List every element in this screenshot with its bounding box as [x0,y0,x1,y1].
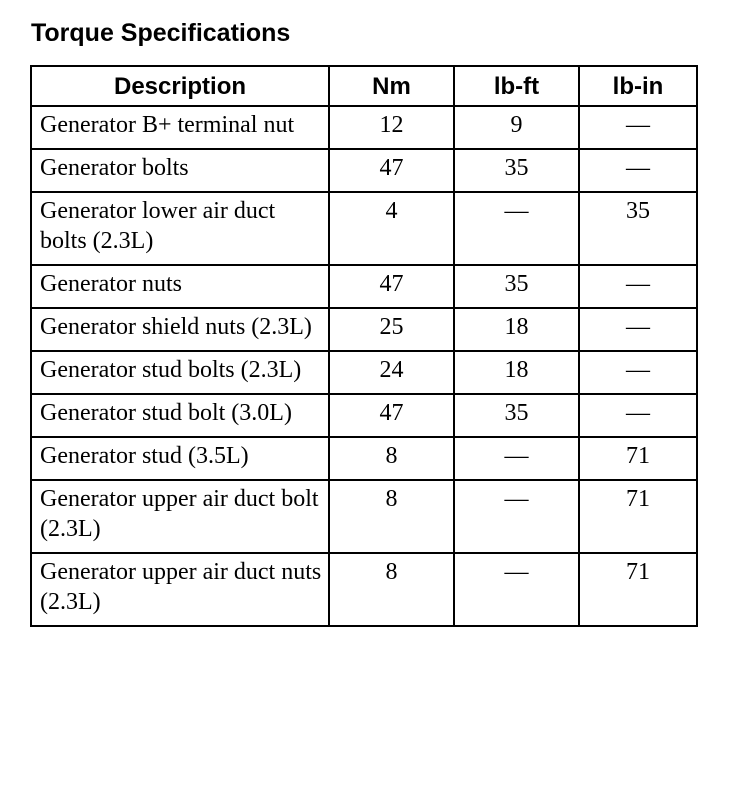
column-header-lb-in: lb-in [579,66,697,106]
cell-description: Generator shield nuts (2.3L) [31,308,329,351]
cell-nm: 8 [329,437,454,480]
cell-lb-ft: 35 [454,265,579,308]
page-title: Torque Specifications [31,19,291,47]
cell-lb-in: 35 [579,192,697,265]
cell-description: Generator stud bolts (2.3L) [31,351,329,394]
torque-spec-table [30,65,698,627]
cell-description: Generator bolts [31,149,329,192]
cell-description: Generator stud (3.5L) [31,437,329,480]
cell-lb-ft: 35 [454,394,579,437]
cell-nm: 8 [329,553,454,626]
table-row [31,308,697,351]
cell-description: Generator upper air duct bolt (2.3L) [31,480,329,553]
cell-lb-ft: 9 [454,106,579,149]
cell-description: Generator nuts [31,265,329,308]
cell-nm: 8 [329,480,454,553]
cell-lb-ft: — [454,437,579,480]
cell-lb-in: 71 [579,480,697,553]
cell-lb-in: — [579,394,697,437]
cell-lb-ft: 35 [454,149,579,192]
column-header-nm: Nm [329,66,454,106]
cell-lb-in: — [579,351,697,394]
cell-lb-ft: — [454,553,579,626]
cell-description: Generator B+ terminal nut [31,106,329,149]
cell-lb-in: 71 [579,553,697,626]
table-row [31,192,697,265]
table-row [31,480,697,553]
cell-nm: 47 [329,265,454,308]
cell-nm: 47 [329,394,454,437]
cell-lb-in: — [579,149,697,192]
cell-lb-in: 71 [579,437,697,480]
cell-lb-ft: — [454,480,579,553]
table-row [31,351,697,394]
table-row [31,149,697,192]
cell-description: Generator upper air duct nuts (2.3L) [31,553,329,626]
cell-nm: 47 [329,149,454,192]
cell-nm: 24 [329,351,454,394]
cell-nm: 25 [329,308,454,351]
column-header-description: Description [31,66,329,106]
table-row [31,437,697,480]
column-header-lb-ft: lb-ft [454,66,579,106]
table-row [31,394,697,437]
table-row [31,265,697,308]
table-row [31,106,697,149]
cell-lb-in: — [579,308,697,351]
cell-lb-ft: 18 [454,351,579,394]
table-row [31,553,697,626]
cell-lb-in: — [579,106,697,149]
cell-nm: 12 [329,106,454,149]
cell-lb-in: — [579,265,697,308]
cell-lb-ft: — [454,192,579,265]
cell-lb-ft: 18 [454,308,579,351]
cell-description: Generator lower air duct bolts (2.3L) [31,192,329,265]
table-header-row [31,66,697,106]
cell-nm: 4 [329,192,454,265]
cell-description: Generator stud bolt (3.0L) [31,394,329,437]
